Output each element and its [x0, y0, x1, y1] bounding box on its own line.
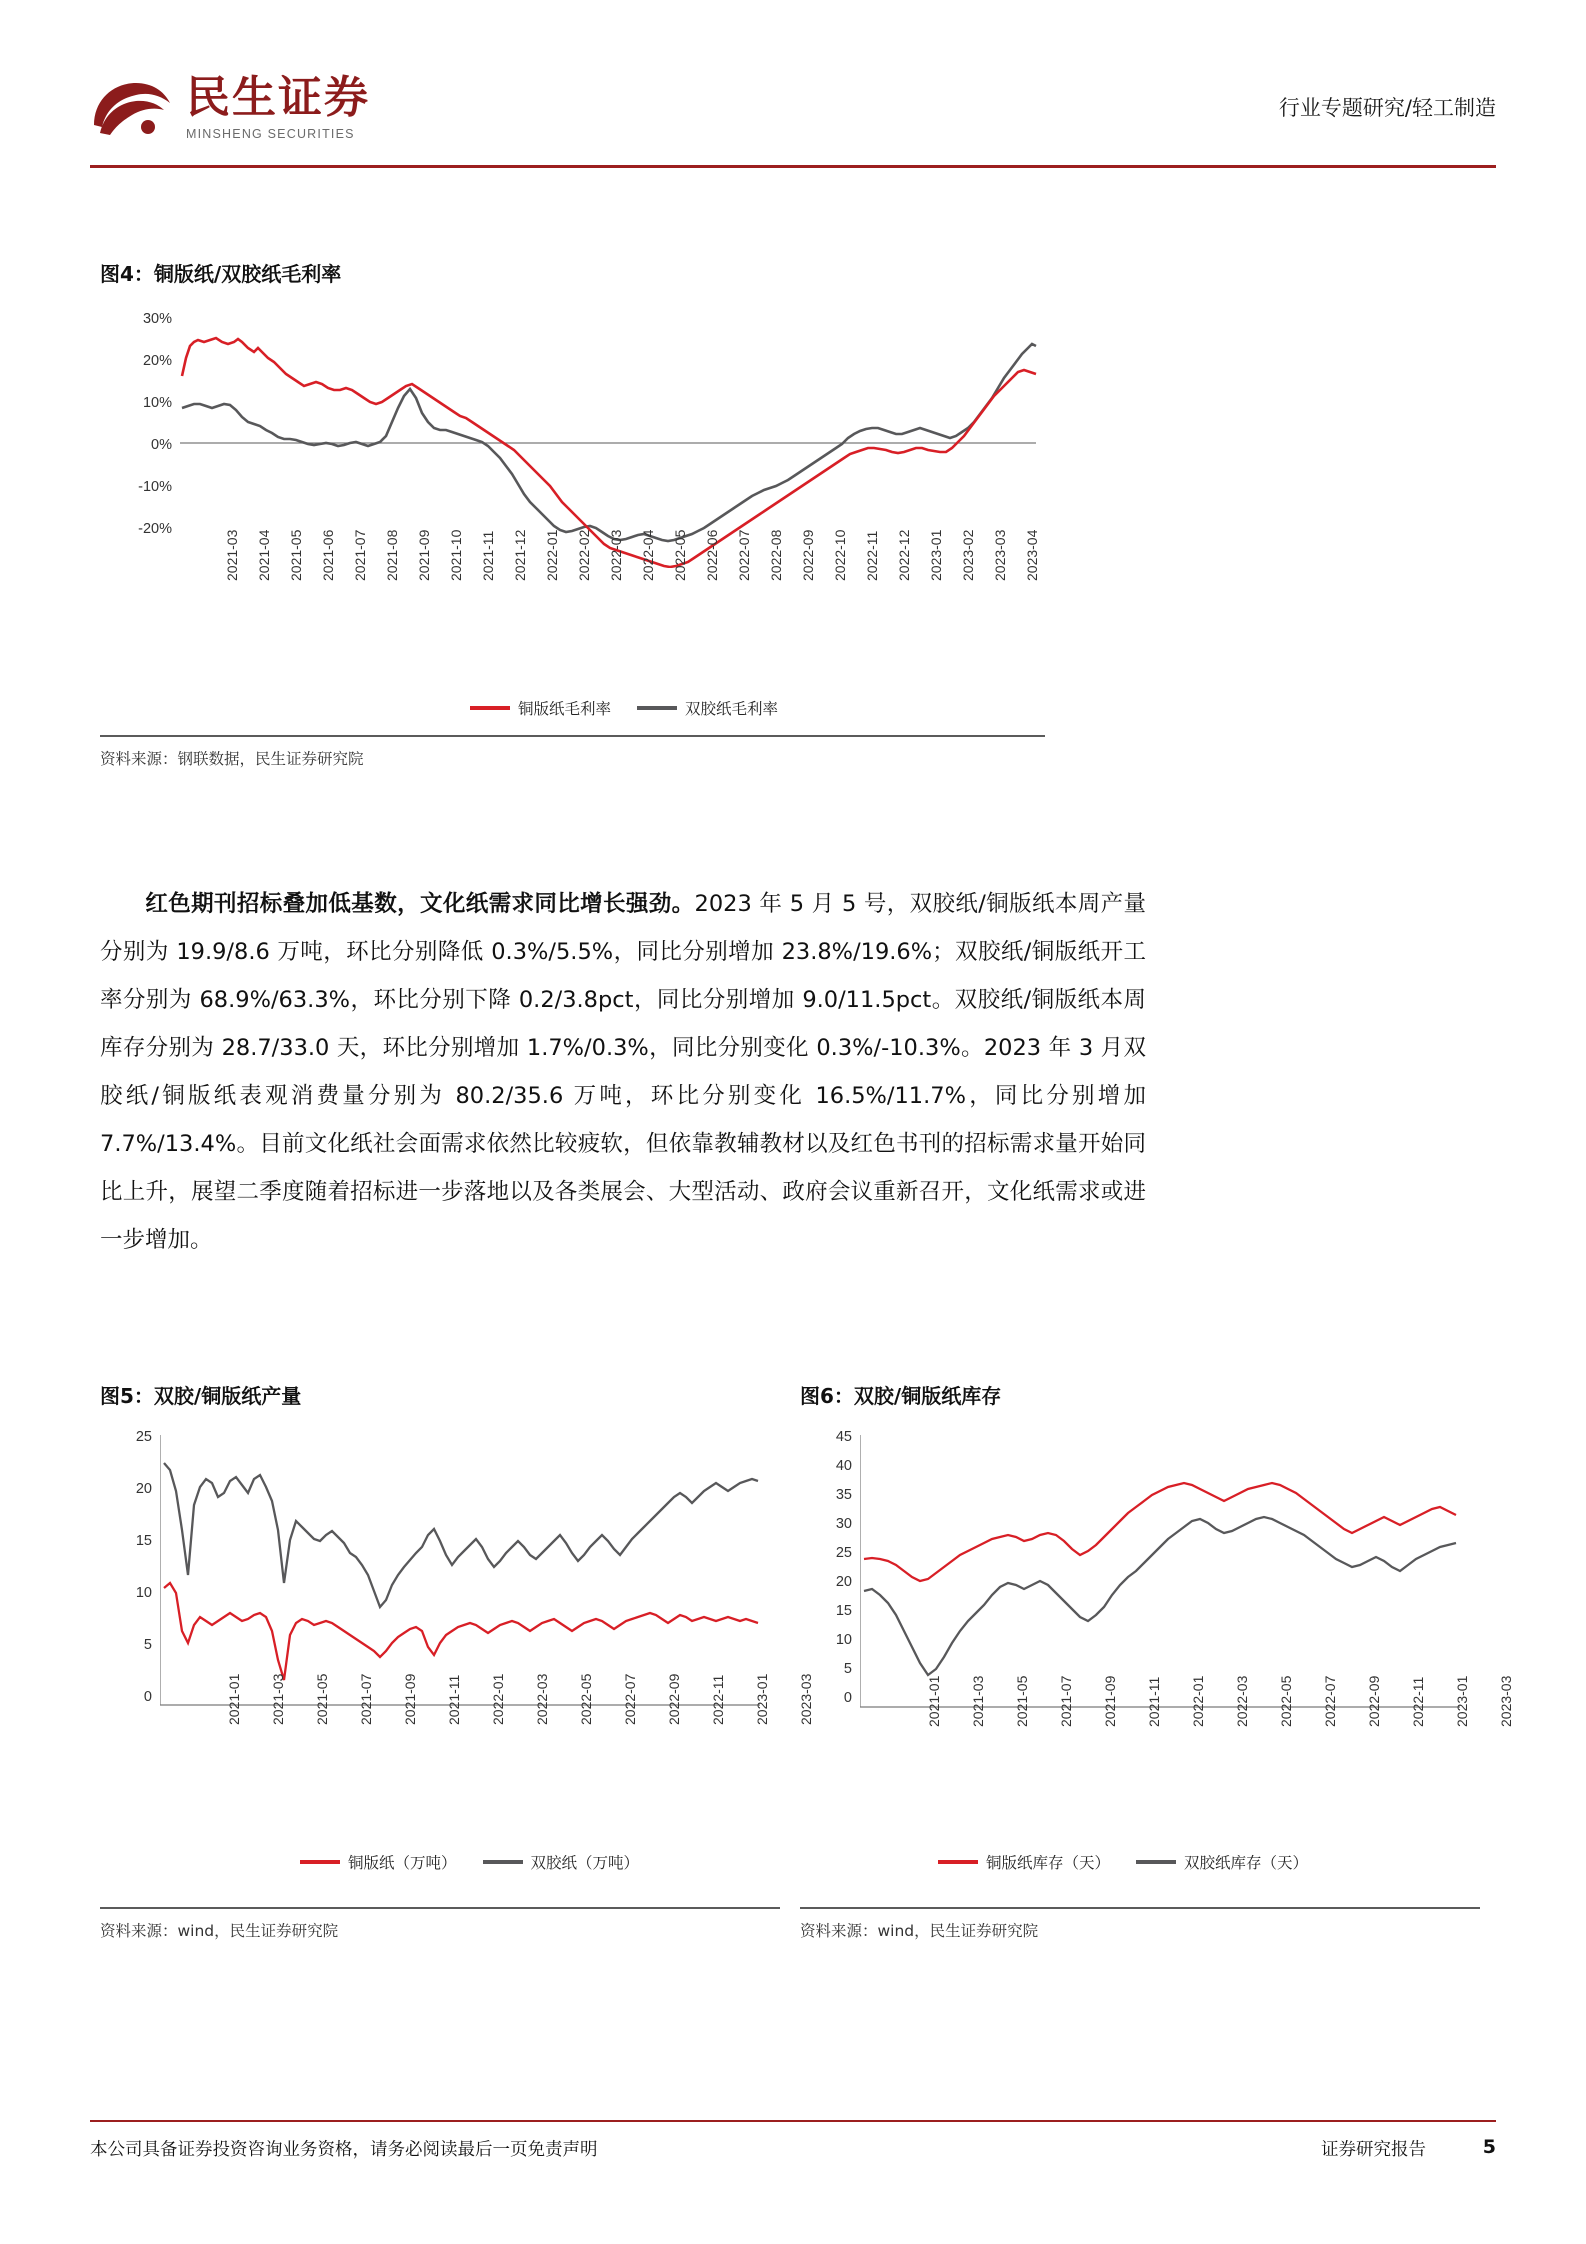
fig4-xtick: 2022-01: [544, 529, 560, 581]
fig5-xtick: 2022-01: [490, 1673, 506, 1725]
legend-item: [470, 697, 611, 719]
fig4-xtick: 2022-11: [864, 530, 880, 581]
figure-4: [100, 258, 1045, 769]
fig4-xtick: 2022-08: [768, 529, 784, 581]
figure-5-chart: [100, 1419, 814, 1909]
fig6-xtick: 2022-11: [1410, 1676, 1426, 1727]
fig6-ytick-10: 10: [835, 1632, 852, 1648]
fig6-ytick-0: 0: [843, 1690, 852, 1706]
fig4-xtick: 2021-08: [384, 529, 400, 581]
figure-6-title: 图6：双胶/铜版纸库存: [800, 1384, 1002, 1408]
legend-swatch-gray-icon: [637, 706, 677, 710]
figure-5-title: 图5：双胶/铜版纸产量: [100, 1384, 302, 1408]
fig6-ytick-15: 15: [835, 1603, 852, 1619]
legend-item: [637, 697, 778, 719]
legend-swatch-red-icon: [470, 706, 510, 710]
fig6-ytick-45: 45: [835, 1429, 852, 1445]
legend-swatch-gray-icon: [483, 1860, 523, 1864]
legend-label: 双胶纸库存（天）: [1184, 1854, 1309, 1872]
figure-5: [100, 1380, 814, 1941]
fig5-xtick: 2021-07: [358, 1673, 374, 1725]
fig4-xtick: 2021-03: [224, 529, 240, 581]
legend-label: 铜版纸毛利率: [518, 700, 612, 718]
figure-4-chart: [100, 297, 1045, 737]
fig5-xtick: 2022-07: [622, 1673, 638, 1725]
page-footer: [90, 2120, 1496, 2161]
fig4-ytick-30: 30%: [142, 311, 172, 327]
fig6-xtick: 2021-05: [1014, 1675, 1030, 1727]
fig4-xtick: 2023-04: [1024, 529, 1040, 581]
figure-6-source: 资料来源：wind，民生证券研究院: [800, 1922, 1039, 1940]
figure-5-source: 资料来源：wind，民生证券研究院: [100, 1922, 339, 1940]
footer-report-label: 证券研究报告: [1321, 2140, 1426, 2160]
fig4-xtick: 2021-11: [480, 530, 496, 581]
fig4-xtick: 2021-10: [448, 529, 464, 581]
paragraph-lead: 红色期刊招标叠加低基数，文化纸需求同比增长强劲。: [145, 891, 695, 917]
figure-6-chart: [800, 1419, 1514, 1909]
fig4-xtick: 2022-03: [608, 529, 624, 581]
fig6-xtick: 2021-11: [1146, 1676, 1162, 1727]
legend-swatch-red-icon: [300, 1860, 340, 1864]
page-number: 5: [1482, 2136, 1496, 2158]
figure-6: [800, 1380, 1514, 1941]
fig4-xtick: 2022-10: [832, 529, 848, 581]
fig5-xtick: 2021-11: [446, 1674, 462, 1725]
figure-4-legend: [470, 697, 778, 719]
figure-5-legend: [300, 1851, 639, 1873]
fig5-ytick-15: 15: [135, 1533, 152, 1549]
fig5-xtick: 2021-09: [402, 1673, 418, 1725]
fig6-xtick: 2022-01: [1190, 1675, 1206, 1727]
fig4-ytick-0: 0%: [151, 437, 172, 453]
legend-item: [1136, 1851, 1308, 1873]
fig6-xtick: 2023-01: [1454, 1675, 1470, 1727]
fig4-xtick: 2022-04: [640, 529, 656, 581]
fig4-xtick: 2021-06: [320, 529, 336, 581]
fig5-xtick: 2022-03: [534, 1673, 550, 1725]
fig4-xtick: 2023-01: [928, 529, 944, 581]
fig5-xtick: 2021-05: [314, 1673, 330, 1725]
fig6-xtick: 2021-01: [926, 1675, 942, 1727]
fig6-ytick-25: 25: [835, 1545, 852, 1561]
legend-label: 铜版纸库存（天）: [986, 1854, 1111, 1872]
fig4-xtick: 2022-09: [800, 529, 816, 581]
fig5-plot: [160, 1435, 775, 1710]
fig5-xtick: 2022-05: [578, 1673, 594, 1725]
fig4-xtick: 2022-05: [672, 529, 688, 581]
fig4-xtick: 2021-07: [352, 529, 368, 581]
fig4-ytick-neg20: -20%: [138, 521, 172, 537]
fig4-xtick: 2021-12: [512, 529, 528, 581]
fig6-xtick: 2021-09: [1102, 1675, 1118, 1727]
paragraph-body: 2023 年 5 月 5 号，双胶纸/铜版纸本周产量分别为 19.9/8.6 万吨，环比分别降低 0.3%/5.5%，同比分别增加 23.8%/19.6%；双胶纸/铜版纸开工率分别为 68.9%/63.3%，环比分别下降 0.2/3.8pct，同比分别增加 9.0/11.5pct。双胶纸/铜版纸本周库存分别为 28.7/33.0 天，环比分别增加 1.7%/0.3%，同比分别变化 0.3%/-10.3%。2023 年 3 月双胶纸/铜版纸表观消费量分别为 80.2/35.6 万吨，环比分别变化 16.5%/11.7%，同比分别增加 7.7%/13.4%。目前文化纸社会面需求依然比较疲软，但依靠教辅教材以及红色书刊的招标需求量开始同比上升，展望二季度随着招标进一步落地以及各类展会、大型活动、政府会议重新召开，文化纸需求或进一步增加。: [100, 891, 1146, 1253]
brand-logo: [90, 72, 370, 141]
fig4-xtick: 2022-12: [896, 529, 912, 581]
figure-6-legend: [938, 1851, 1308, 1873]
fig6-xtick: 2022-03: [1234, 1675, 1250, 1727]
fig5-ytick-10: 10: [135, 1585, 152, 1601]
fig6-plot: [860, 1435, 1475, 1715]
fig4-ytick-20: 20%: [142, 353, 172, 369]
page-header: [90, 58, 1496, 168]
footer-disclaimer: 本公司具备证券投资咨询业务资格，请务必阅读最后一页免责声明: [90, 2140, 598, 2160]
fig5-ytick-20: 20: [135, 1481, 152, 1497]
fig4-xtick: 2023-02: [960, 529, 976, 581]
legend-label: 双胶纸毛利率: [685, 700, 779, 718]
minsheng-logo-icon: [90, 77, 174, 141]
legend-item: [938, 1851, 1110, 1873]
fig5-xtick: 2021-03: [270, 1673, 286, 1725]
fig6-xtick: 2021-03: [970, 1675, 986, 1727]
fig5-ytick-5: 5: [143, 1637, 152, 1653]
fig5-xtick: 2021-01: [226, 1673, 242, 1725]
fig4-xtick: 2021-05: [288, 529, 304, 581]
fig4-xtick: 2022-07: [736, 529, 752, 581]
legend-swatch-red-icon: [938, 1860, 978, 1864]
fig6-xtick: 2022-05: [1278, 1675, 1294, 1727]
figure-4-title: 图4：铜版纸/双胶纸毛利率: [100, 262, 342, 286]
fig6-xtick: 2023-03: [1498, 1675, 1514, 1727]
fig5-xtick: 2023-01: [754, 1673, 770, 1725]
legend-item: [300, 1851, 457, 1873]
fig6-ytick-40: 40: [835, 1458, 852, 1474]
breadcrumb: 行业专题研究/轻工制造: [1278, 95, 1496, 120]
fig6-ytick-30: 30: [835, 1516, 852, 1532]
fig5-xtick: 2022-11: [710, 1674, 726, 1725]
legend-label: 双胶纸（万吨）: [530, 1854, 640, 1872]
fig4-xtick: 2022-06: [704, 529, 720, 581]
brand-name-cn: 民生证券: [186, 72, 370, 123]
fig6-xtick: 2021-07: [1058, 1675, 1074, 1727]
fig5-xtick: 2022-09: [666, 1673, 682, 1725]
legend-item: [483, 1851, 640, 1873]
figure-4-source: 资料来源：钢联数据，民生证券研究院: [100, 750, 364, 768]
brand-name-en: MINSHENG SECURITIES: [186, 127, 355, 141]
fig5-ytick-0: 0: [143, 1689, 152, 1705]
fig4-xtick: 2023-03: [992, 529, 1008, 581]
fig4-xtick: 2021-09: [416, 529, 432, 581]
fig4-ytick-neg10: -10%: [138, 479, 172, 495]
fig6-ytick-35: 35: [835, 1487, 852, 1503]
fig5-ytick-25: 25: [135, 1429, 152, 1445]
fig6-ytick-5: 5: [843, 1661, 852, 1677]
legend-label: 铜版纸（万吨）: [348, 1854, 457, 1872]
fig4-ytick-10: 10%: [142, 395, 172, 411]
legend-swatch-gray-icon: [1136, 1860, 1176, 1864]
fig6-xtick: 2022-09: [1366, 1675, 1382, 1727]
body-paragraph: [100, 880, 1146, 1264]
fig6-ytick-20: 20: [835, 1574, 852, 1590]
fig5-xtick: 2023-03: [798, 1673, 814, 1725]
fig6-xtick: 2022-07: [1322, 1675, 1338, 1727]
fig4-xtick: 2022-02: [576, 529, 592, 581]
fig4-xtick: 2021-04: [256, 529, 272, 581]
